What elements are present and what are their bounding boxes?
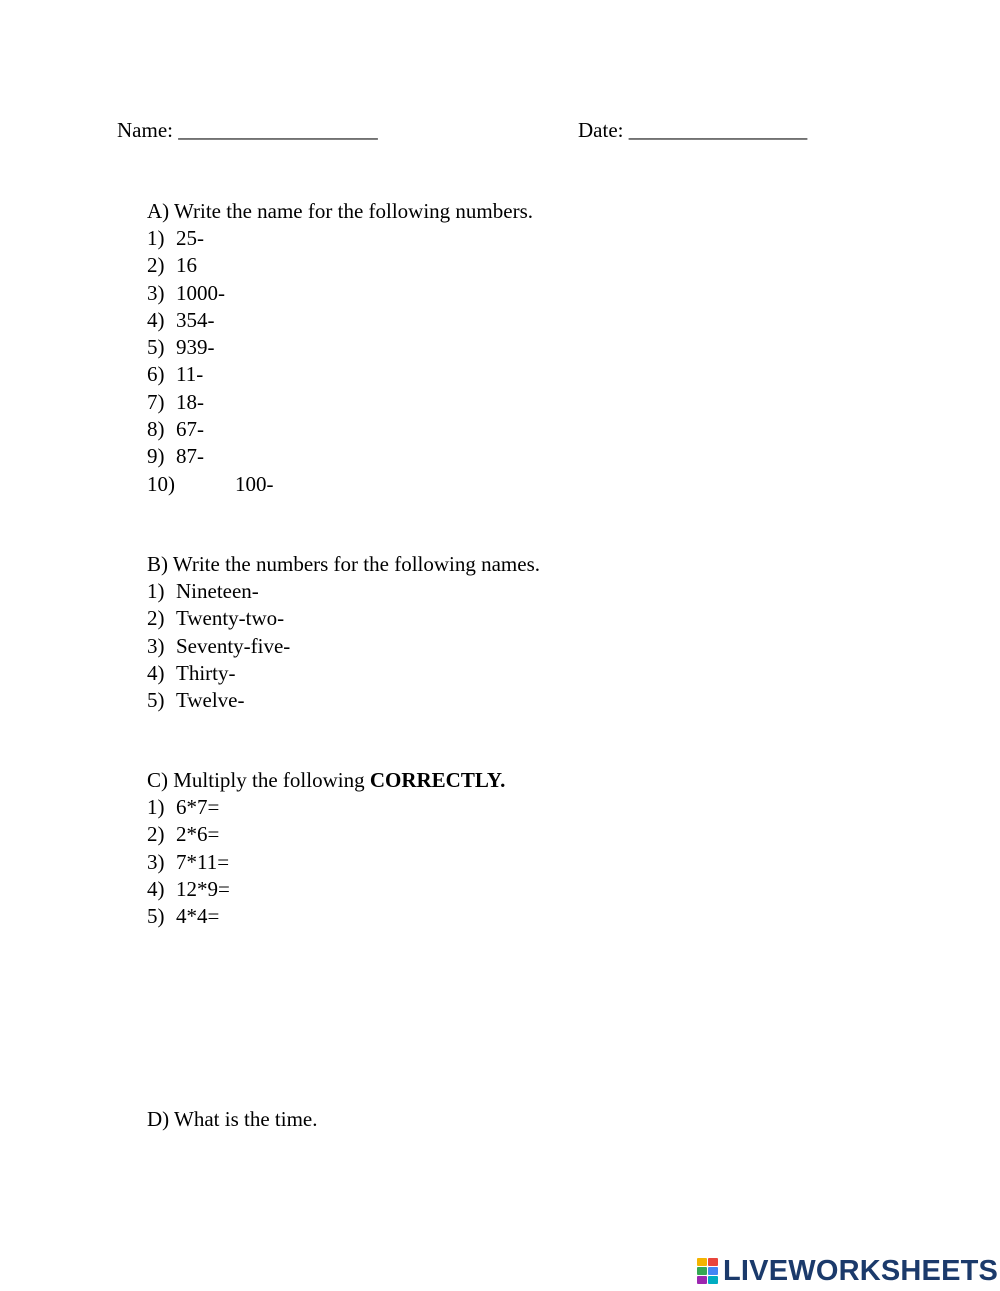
item-number: 5) [147, 904, 165, 929]
item-number: 8) [147, 417, 165, 442]
item-number: 3) [147, 849, 165, 874]
item-number: 4) [147, 876, 165, 901]
section-d [147, 1106, 318, 1133]
item-number: 2) [147, 253, 165, 278]
item-number: 7) [147, 389, 165, 414]
item-text: 939- [176, 335, 215, 360]
logo-tile [697, 1258, 707, 1266]
list-item [147, 876, 505, 903]
section-c-title [147, 767, 505, 794]
list-item [147, 605, 540, 632]
item-text: 11- [176, 362, 204, 387]
section-c-title-text: C) Multiply the following [147, 768, 370, 792]
list-item [147, 821, 505, 848]
item-text: Thirty- [176, 660, 236, 685]
list-item [147, 225, 533, 252]
list-item [147, 361, 533, 388]
item-text: 12*9= [176, 876, 230, 901]
list-item [147, 660, 540, 687]
section-b-title: B) Write the numbers for the following names. [147, 552, 541, 576]
item-text: 6*7= [176, 795, 220, 819]
item-text: 87- [176, 444, 204, 469]
item-number: 1) [147, 579, 165, 603]
logo-tiles-icon [697, 1258, 719, 1284]
item-number: 2) [147, 606, 165, 631]
list-item [147, 849, 505, 876]
list-item [147, 280, 533, 307]
item-text: 18- [176, 389, 204, 414]
list-item [147, 794, 505, 821]
item-text: Twenty-two- [176, 606, 285, 631]
item-text: 7*11= [176, 849, 230, 874]
item-number: 1) [147, 795, 165, 819]
item-text: 4*4= [176, 904, 220, 929]
item-text: 1000- [176, 280, 225, 305]
list-item [147, 578, 540, 605]
item-text: 2*6= [176, 822, 220, 847]
logo-tile [697, 1267, 707, 1275]
date-field-label: Date: _________________ [578, 118, 808, 142]
list-item [147, 334, 533, 361]
item-number: 6) [147, 362, 165, 387]
list-item [147, 903, 505, 930]
item-number: 4) [147, 307, 165, 332]
item-number: 3) [147, 633, 165, 658]
list-item [147, 389, 533, 416]
section-c [147, 767, 505, 930]
list-item [147, 443, 533, 470]
logo-tile [708, 1276, 718, 1284]
item-text: Nineteen- [176, 579, 259, 603]
item-number: 4) [147, 660, 165, 685]
item-text: Seventy-five- [176, 633, 291, 658]
section-b [147, 551, 540, 714]
logo-wordmark: LIVEWORKSHEETS [723, 1254, 999, 1287]
list-item [147, 307, 533, 334]
item-text: Twelve- [176, 688, 245, 713]
item-number: 5) [147, 335, 165, 360]
liveworksheets-logo [697, 1256, 998, 1286]
list-item [147, 416, 533, 443]
item-number: 9) [147, 444, 165, 469]
section-a [147, 198, 533, 498]
item-text: 67- [176, 417, 204, 442]
list-item [147, 633, 540, 660]
logo-tile [697, 1276, 707, 1284]
list-item [147, 252, 533, 279]
section-c-title-emphasis: CORRECTLY. [369, 768, 506, 792]
item-number: 10) [147, 471, 175, 496]
list-item [147, 471, 533, 498]
item-text: 100- [235, 471, 274, 496]
item-number: 1) [147, 226, 165, 250]
section-a-title: A) Write the name for the following numbers. [147, 199, 533, 223]
item-number: 2) [147, 822, 165, 847]
item-number: 3) [147, 280, 165, 305]
name-field-label: Name: ___________________ [117, 118, 378, 142]
logo-tile [708, 1258, 718, 1266]
item-text: 354- [176, 307, 215, 332]
logo-tile [708, 1267, 718, 1275]
list-item [147, 687, 540, 714]
item-text: 25- [176, 226, 204, 250]
section-d-title: D) What is the time. [147, 1107, 318, 1131]
item-text: 16 [176, 253, 197, 278]
item-number: 5) [147, 688, 165, 713]
